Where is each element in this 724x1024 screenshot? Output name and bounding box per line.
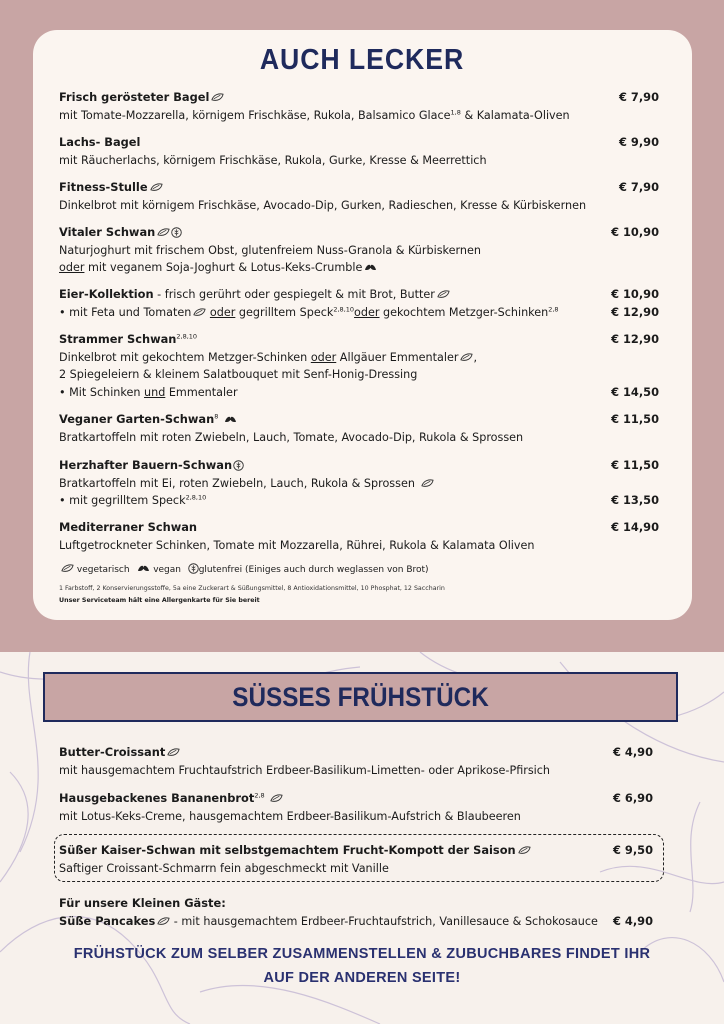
legend-glutenfree: glutenfrei (Einiges auch durch weglassen von Brot)	[198, 565, 429, 575]
item-price: € 11,50	[611, 412, 659, 426]
item-name: Veganer Garten-Schwan	[59, 412, 215, 426]
item-description: mit Räucherlachs, körnigem Frischkäse, Rukola, Gurke, Kresse & Meerrettich	[59, 153, 487, 167]
allergen-sup: 1,8	[450, 107, 461, 116]
vegetarian-leaf-icon	[61, 563, 74, 573]
vegan-leaf-icon	[364, 262, 377, 272]
menu-item-strammer-schwan	[59, 331, 659, 401]
item-name-rest: - frisch gerührt oder gespiegelt & mit Brot, Butter	[153, 288, 435, 301]
item-description: mit hausgemachtem Fruchtaufstrich Erdbeer-Basilikum-Limetten- oder Aprikose-Pfirsich	[59, 763, 551, 777]
closing-note-line-1: FRÜHSTÜCK ZUM SELBER ZUSAMMENSTELLEN & ZUBUCHBARES FINDET IHR	[73, 946, 651, 962]
suesses-fruehstueck-banner	[43, 672, 678, 722]
vegetarian-leaf-icon	[167, 747, 180, 757]
item-description	[59, 475, 659, 493]
desc-text: ,	[473, 350, 477, 364]
item-option	[59, 304, 659, 322]
oder-text: oder	[354, 305, 380, 319]
item-name: Herzhafter Bauern-Schwan	[59, 458, 233, 472]
desc-text: Allgäuer Emmentaler	[336, 350, 459, 364]
item-option	[59, 384, 659, 402]
menu-item-kaiser-schwan	[59, 842, 659, 877]
oder-text: oder	[310, 350, 337, 364]
allergen-sup: 2,8,10	[185, 493, 207, 502]
item-name: Süße Pancakes	[59, 913, 156, 928]
item-description	[59, 349, 659, 367]
gluten-free-icon	[188, 563, 199, 574]
und-text: und	[144, 385, 166, 399]
item-description-2: 2 Spiegeleiern & kleinem Salatbouquet mit Senf-Honig-Dressing	[59, 368, 418, 381]
desc-text: • mit Feta und Tomaten	[59, 305, 192, 319]
vegetarian-leaf-icon	[211, 92, 224, 102]
item-price: € 4,90	[613, 913, 653, 928]
vegetarian-leaf-icon	[421, 478, 434, 488]
item-description: Bratkartoffeln mit roten Zwiebeln, Lauch, Tomate, Avocado-Dip, Rukola & Sprossen	[59, 430, 524, 444]
item-name: Vitaler Schwan	[59, 225, 156, 239]
desc-text: • Mit Schinken	[59, 385, 145, 399]
item-description: Naturjoghurt mit frischem Obst, glutenfreiem Nuss-Granola & Kürbiskernen	[59, 243, 481, 257]
item-price-option: € 14,50	[611, 384, 659, 399]
vegetarian-leaf-icon	[157, 916, 170, 926]
allergen-note: Unser Serviceteam hält eine Allergenkarte für Sie bereit	[59, 597, 260, 604]
vegetarian-leaf-icon	[193, 307, 206, 317]
menu-item-fitness-stulle	[59, 179, 659, 214]
menu-item-veganer-garten-schwan	[59, 411, 659, 446]
vegetarian-leaf-icon	[437, 289, 450, 299]
item-price: € 10,90	[611, 225, 659, 239]
vegetarian-leaf-icon	[518, 845, 531, 855]
vegetarian-leaf-icon	[460, 352, 473, 362]
item-name: Fitness-Stulle	[59, 180, 148, 194]
desc-text: gegrilltem Speck	[235, 305, 334, 319]
item-name: Hausgebackenes Bananenbrot	[59, 791, 255, 805]
section-title-auch-lecker: AUCH LECKER	[259, 44, 465, 76]
diet-legend	[59, 563, 429, 576]
desc-text: & Kalamata-Oliven	[460, 108, 570, 122]
item-price-option: € 13,50	[611, 493, 659, 507]
item-name: Mediterraner Schwan	[59, 520, 198, 534]
menu-item-kids-pancakes	[59, 895, 659, 930]
menu-item-mediterraner-schwan	[59, 519, 659, 554]
vegetarian-leaf-icon	[150, 182, 163, 192]
legend-vegan: vegan	[153, 565, 181, 575]
menu-item-eier-kollektion	[59, 286, 659, 321]
item-price: € 7,90	[619, 90, 659, 104]
oder-text: oder	[59, 261, 85, 274]
vegan-leaf-icon	[137, 563, 150, 573]
desc-text: gekochtem Metzger-Schinken	[379, 305, 549, 319]
item-price: € 14,90	[611, 520, 659, 534]
desc-text: Dinkelbrot mit gekochtem Metzger-Schinken	[59, 350, 311, 364]
section-title-suesses-fruehstueck: SÜSSES FRÜHSTÜCK	[232, 682, 489, 712]
menu-item-lachs-bagel	[59, 134, 659, 169]
item-name: Butter-Croissant	[59, 745, 166, 759]
item-price: € 9,50	[613, 843, 653, 857]
item-price: € 7,90	[619, 180, 659, 194]
item-description: mit Lotus-Keks-Creme, hausgemachtem Erdbeer-Basilikum-Aufstrich & Blaubeeren	[59, 809, 521, 823]
item-price: € 4,90	[613, 745, 653, 759]
menu-item-bagel	[59, 89, 659, 124]
allergen-sup: 2,8	[548, 304, 559, 313]
menu-item-butter-croissant	[59, 744, 659, 779]
item-name: Süßer Kaiser-Schwan mit selbstgemachtem Frucht-Kompott der Saison	[59, 843, 516, 857]
item-price: € 6,90	[613, 791, 653, 805]
gluten-free-icon	[233, 460, 244, 471]
item-price: € 11,50	[611, 458, 659, 472]
item-description: - mit hausgemachtem Erdbeer-Fruchtaufstrich, Vanillesauce & Schokosauce	[170, 914, 598, 928]
allergen-sup: 8	[214, 412, 219, 421]
allergen-sup: 2,8	[254, 791, 265, 800]
item-price: € 10,90	[611, 287, 659, 301]
item-description: Saftiger Croissant-Schmarrn fein abgeschmeckt mit Vanille	[59, 861, 389, 875]
allergen-sup: 2,8,10	[333, 304, 355, 313]
vegetarian-leaf-icon	[270, 793, 283, 803]
item-price: € 9,90	[619, 135, 659, 149]
menu-item-bananenbrot	[59, 790, 659, 825]
item-name: Strammer Schwan	[59, 332, 177, 346]
item-description	[59, 107, 659, 125]
oder-text: oder	[209, 305, 236, 319]
desc-text: mit Tomate-Mozzarella, körnigem Frischkäse, Rukola, Balsamico Glace	[59, 108, 451, 122]
desc-text: Emmentaler	[165, 385, 238, 399]
desc-text: mit veganem Soja-Joghurt & Lotus-Keks-Crumble	[84, 261, 363, 274]
vegetarian-leaf-icon	[157, 227, 170, 237]
menu-item-vitaler-schwan	[59, 224, 659, 277]
additives-footnote: 1 Farbstoff, 2 Konservierungsstoffe, 5a eine Zuckerart & Süßungsmittel, 8 Antioxidationsmittel, 10 Phosphat, 12 Saccharin	[59, 585, 445, 592]
gluten-free-icon	[171, 227, 182, 238]
kids-heading: Für unsere Kleinen Gäste:	[59, 896, 226, 910]
item-description-2	[59, 259, 659, 277]
item-description: Luftgetrockneter Schinken, Tomate mit Mozzarella, Rührei, Rukola & Kalamata Oliven	[59, 538, 535, 552]
item-description: Dinkelbrot mit körnigem Frischkäse, Avocado-Dip, Gurken, Radieschen, Kresse & Kürbiskernen	[59, 198, 587, 212]
menu-item-herzhafter-bauern-schwan	[59, 457, 659, 510]
item-name: Frisch gerösteter Bagel	[59, 90, 210, 104]
item-price-option: € 12,90	[611, 304, 659, 319]
desc-text: • mit gegrilltem Speck	[59, 494, 186, 507]
item-name: Lachs- Bagel	[59, 135, 141, 149]
item-option	[59, 492, 659, 510]
item-price: € 12,90	[611, 332, 659, 346]
legend-vegetarian: vegetarisch	[76, 565, 130, 575]
desc-text: Bratkartoffeln mit Ei, roten Zwiebeln, Lauch, Rukola & Sprossen	[59, 476, 415, 490]
item-name: Eier-Kollektion	[59, 287, 154, 301]
closing-note-line-2: AUF DER ANDEREN SEITE!	[263, 970, 461, 986]
vegan-leaf-icon	[224, 414, 237, 424]
allergen-sup: 2,8,10	[176, 332, 198, 341]
